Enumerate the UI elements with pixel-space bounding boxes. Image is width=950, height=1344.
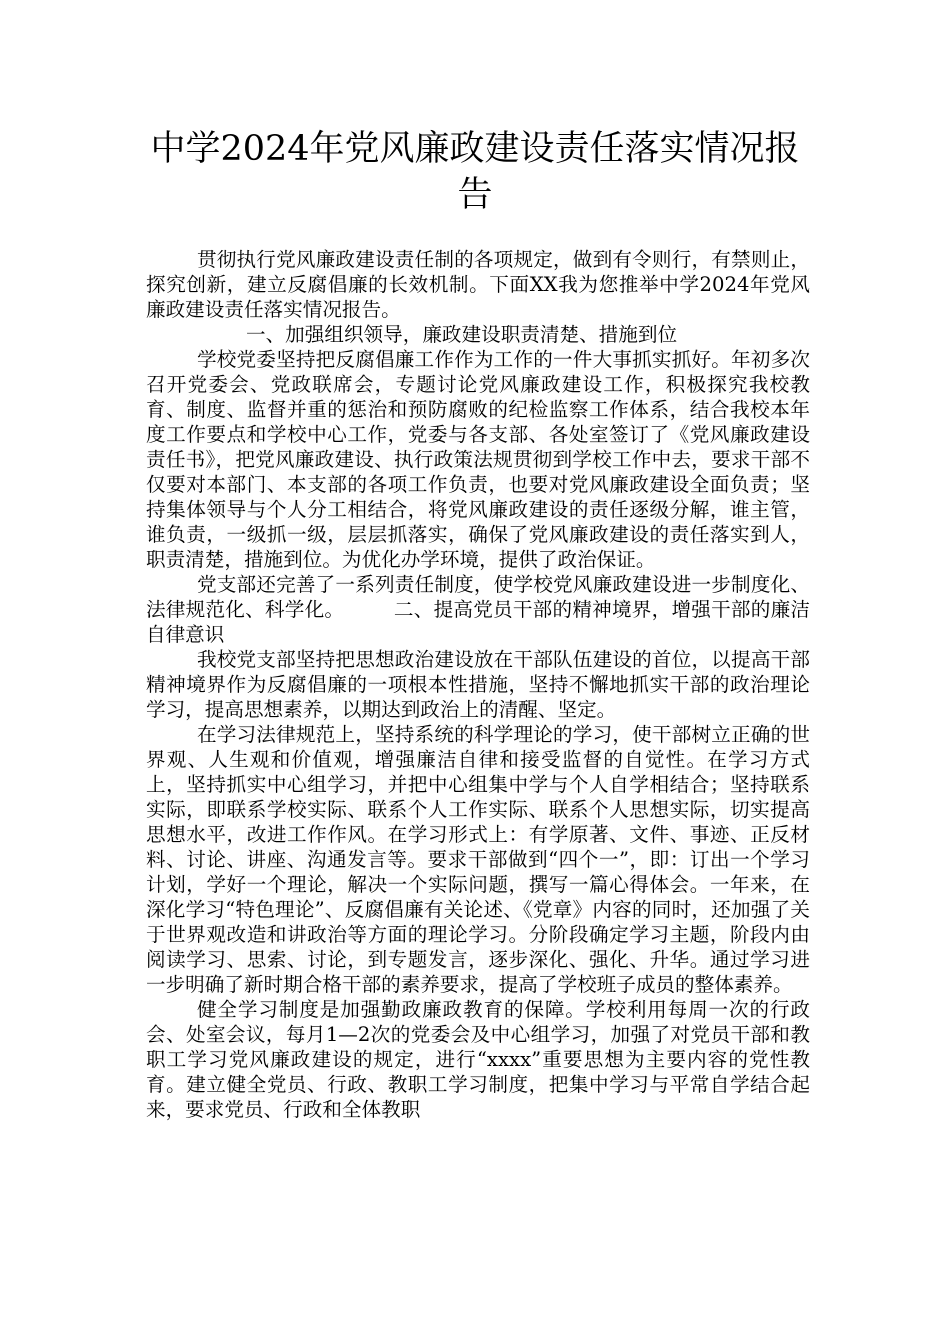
document-title: 中学2024年党风廉政建设责任落实情况报告 <box>150 129 800 215</box>
document-body <box>146 247 810 1122</box>
intro-paragraph: 贯彻执行党风廉政建设责任制的各项规定，做到有令则行，有禁则止，探究创新，建立反腐倡廉的长效机制。下面XX我为您推举中学2024年党风廉政建设责任落实情况报告。 <box>146 248 810 321</box>
body-paragraph: 在学习法律规范上，坚持系统的科学理论的学习，使干部树立正确的世界观、人生观和价值观，增强廉洁自律和接受监督的自觉性。在学习方式上，坚持抓实中心组学习，并把中心组集中学与个人自学相结合；坚持联系实际，即联系学校实际、联系个人工作实际、联系个人思想实际，切实提高思想水平，改进工作作风。在学习形式上：有学原著、文件、事迹、正反材料、讨论、讲座、沟通发言等。要求干部做到“四个一”，即：订出一个学习计划，学好一个理论，解决一个实际问题，撰写一篇心得体会。一年来，在深化学习“特色理论”、反腐倡廉有关论述、《党章》内容的同时，还加强了关于世界观改造和讲政治等方面的理论学习。分阶段确定学习主题，阶段内由阅读学习、思索、讨论，到专题发言，逐步深化、强化、升华。通过学习进一步明确了新时期合格干部的素养要求，提高了学校班子成员的整体素养。 <box>146 723 810 996</box>
body-paragraph: 我校党支部坚持把思想政治建设放在干部队伍建设的首位，以提高干部精神境界作为反腐倡廉的一项根本性措施，坚持不懈地抓实干部的政治理论学习，提高思想素养，以期达到政治上的清醒、坚定。 <box>146 648 810 721</box>
body-paragraph-with-section-heading-2: 党支部还完善了一系列责任制度，使学校党风廉政建设进一步制度化、法律规范化、科学化。 二、提高党员干部的精神境界，增强干部的廉洁自律意识 <box>146 573 810 646</box>
body-paragraph: 健全学习制度是加强勤政廉政教育的保障。学校利用每周一次的行政会、处室会议，每月1—2次的党委会及中心组学习，加强了对党员干部和教职工学习党风廉政建设的规定，进行“xxxx”重要思想为主要内容的党性教育。建立健全党员、行政、教职工学习制度，把集中学习与平常自学结合起来，要求党员、行政和全体教职 <box>146 998 810 1121</box>
body-paragraph: 学校党委坚持把反腐倡廉工作作为工作的一件大事抓实抓好。年初多次召开党委会、党政联席会，专题讨论党风廉政建设工作，积极探究我校教育、制度、监督并重的惩治和预防腐败的纪检监察工作体系，结合我校本年度工作要点和学校中心工作，党委与各支部、各处室签订了《党风廉政建设责任书》，把党风廉政建设、执行政策法规贯彻到学校工作中去，要求干部不仅要对本部门、本支部的各项工作负责，也要对党风廉政建设全面负责；坚持集体领导与个人分工相结合，将党风廉政建设的责任逐级分解，谁主管，谁负责，一级抓一级，层层抓落实，确保了党风廉政建设的责任落实到人，职责清楚，措施到位。为优化办学环境，提供了政治保证。 <box>146 348 810 571</box>
section-heading-1: 一、加强组织领导，廉政建设职责清楚、措施到位 <box>246 323 678 346</box>
